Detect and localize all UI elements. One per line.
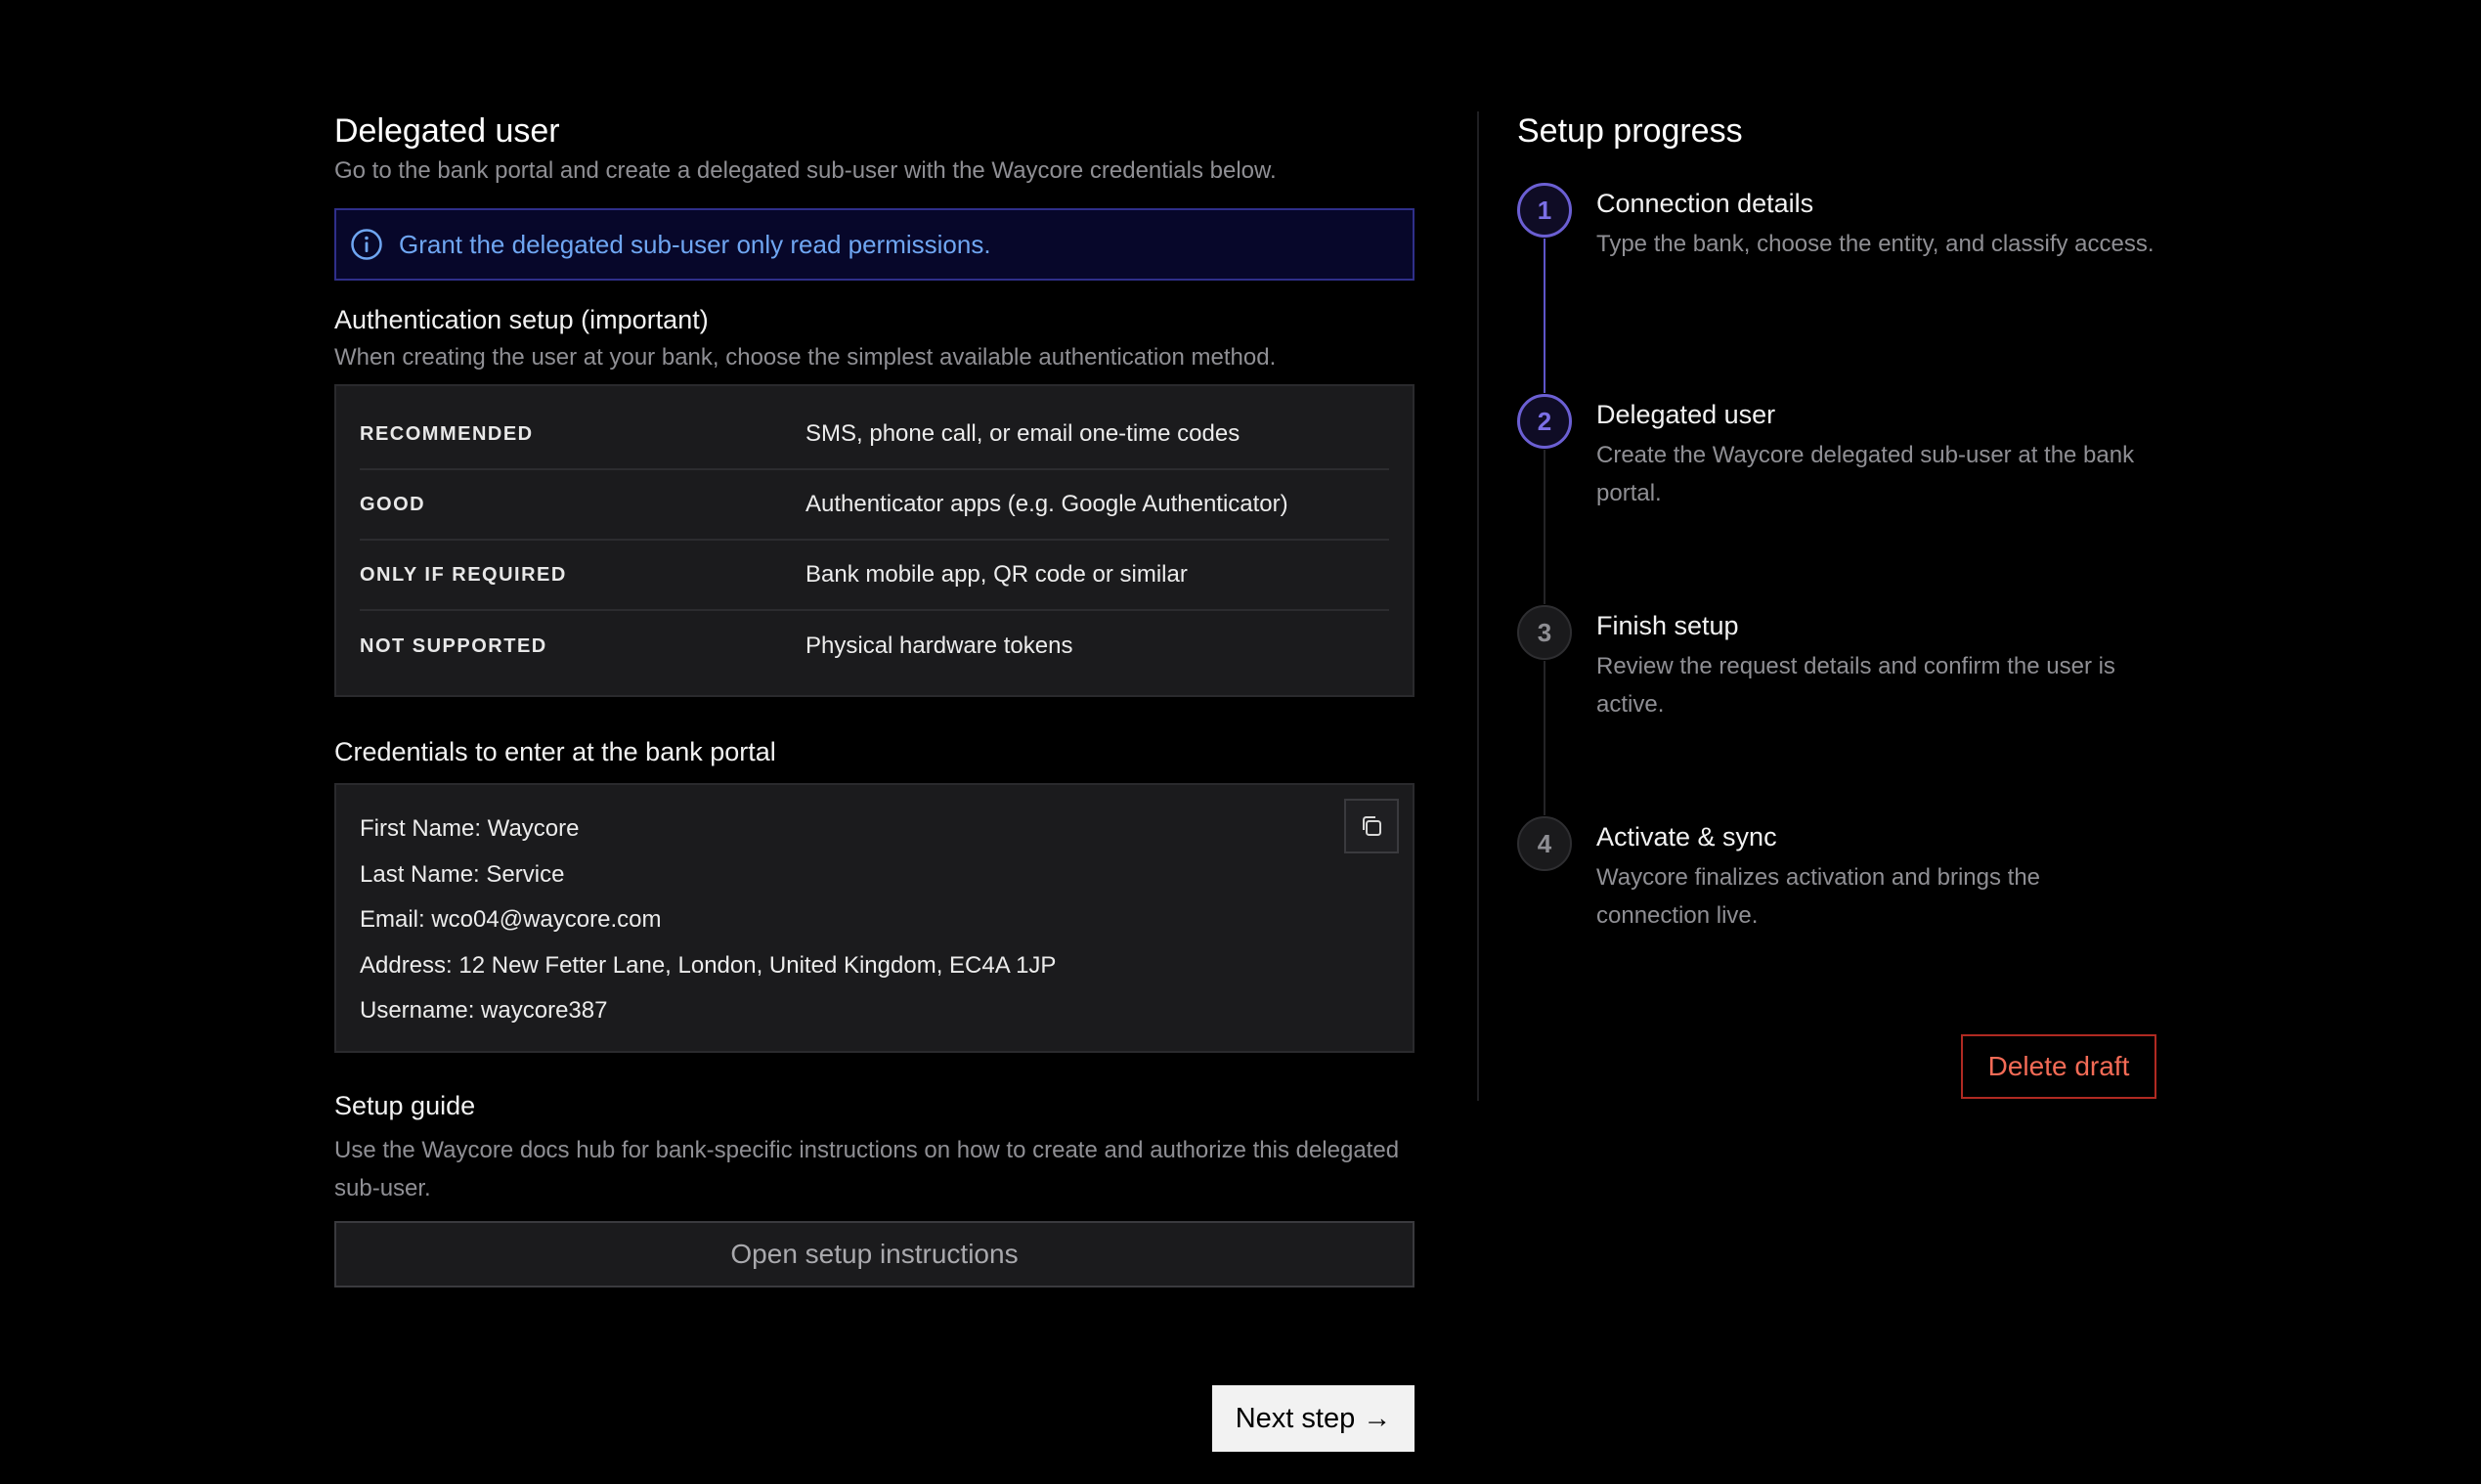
auth-heading: Authentication setup (important) (334, 305, 709, 334)
step-title: Activate & sync (1596, 822, 1777, 851)
credential-username: Username: waycore387 (360, 997, 608, 1024)
auth-row (360, 400, 1389, 470)
auth-row (360, 541, 1389, 611)
guide-heading: Setup guide (334, 1091, 476, 1120)
page-subtitle: Go to the bank portal and create a delegated sub-user with the Waycore credentials below. (334, 157, 1277, 184)
guide-text: Use the Waycore docs hub for bank-specific instructions on how to create and authorize this delegated sub-user. (334, 1137, 1400, 1201)
credentials-box (334, 783, 1415, 1053)
step-description: Type the bank, choose the entity, and classify access. (1596, 231, 2155, 257)
auth-method: Bank mobile app, QR code or similar (805, 561, 1188, 588)
page-title: Delegated user (334, 112, 560, 150)
step-number: 1 (1517, 183, 1572, 238)
open-setup-instructions-button[interactable]: Open setup instructions (334, 1221, 1415, 1288)
auth-level: ONLY IF REQUIRED (360, 563, 567, 586)
step-finish-setup (1517, 604, 2156, 815)
credential-last-name: Last Name: Service (360, 860, 565, 888)
step-title: Finish setup (1596, 611, 1739, 640)
auth-description: When creating the user at your bank, choose the simplest available authentication method. (334, 344, 1277, 371)
auth-row (360, 611, 1389, 681)
auth-method: Authenticator apps (e.g. Google Authenticator) (805, 491, 1288, 517)
column-divider (1477, 111, 1479, 1101)
auth-methods-table (334, 384, 1415, 697)
step-description: Create the Waycore delegated sub-user at the bank portal. (1596, 442, 2135, 506)
copy-icon (1359, 813, 1384, 839)
main-panel (334, 109, 1415, 1288)
notice-text: Grant the delegated sub-user only read permissions. (399, 229, 991, 259)
credential-address: Address: 12 New Fetter Lane, London, United Kingdom, EC4A 1JP (360, 951, 1057, 979)
auth-level: GOOD (360, 493, 426, 515)
step-title: Delegated user (1596, 400, 1776, 429)
step-title: Connection details (1596, 189, 1814, 218)
credential-email: Email: wco04@waycore.com (360, 906, 662, 933)
auth-level: RECOMMENDED (360, 422, 534, 445)
auth-method: Physical hardware tokens (805, 633, 1073, 659)
progress-title: Setup progress (1517, 112, 1743, 150)
auth-method: SMS, phone call, or email one-time codes (805, 420, 1240, 447)
step-activate-sync (1517, 815, 2156, 1026)
progress-steps (1517, 182, 2156, 1026)
delete-draft-button[interactable]: Delete draft (1961, 1034, 2156, 1099)
permission-notice (334, 208, 1415, 281)
credentials-section (334, 732, 1415, 1053)
setup-guide-section (334, 1086, 1415, 1288)
next-step-button[interactable]: Next step → (1212, 1385, 1415, 1452)
credential-first-name: First Name: Waycore (360, 815, 580, 842)
step-number: 2 (1517, 394, 1572, 449)
step-description: Review the request details and confirm the user is active. (1596, 653, 2115, 718)
step-delegated-user (1517, 393, 2156, 604)
step-description: Waycore finalizes activation and brings the connection live. (1596, 864, 2041, 929)
step-number: 3 (1517, 605, 1572, 660)
progress-panel (1517, 109, 2156, 1026)
info-icon (350, 228, 383, 261)
credentials-heading: Credentials to enter at the bank portal (334, 737, 776, 766)
auth-section (334, 300, 1415, 697)
auth-level: NOT SUPPORTED (360, 634, 547, 657)
step-number: 4 (1517, 816, 1572, 871)
copy-credentials-button[interactable] (1344, 799, 1399, 853)
auth-row (360, 470, 1389, 541)
step-connection-details (1517, 182, 2156, 393)
